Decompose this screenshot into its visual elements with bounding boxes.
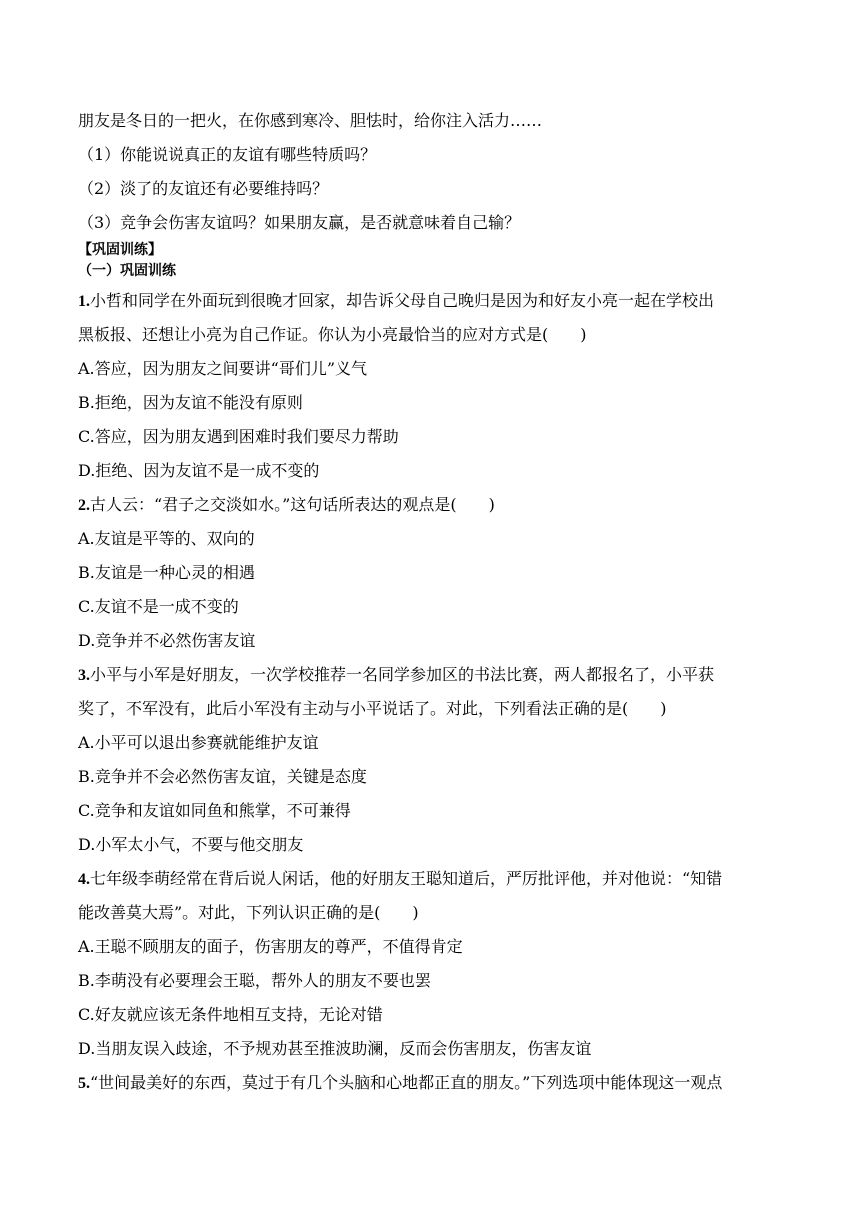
question-2: [78, 488, 788, 658]
option-a: A.答应，因为朋友之间要讲“哥们儿”义气: [78, 359, 368, 378]
question-stem: [78, 1066, 788, 1100]
question-stem: [78, 284, 788, 318]
option-c: C.好友就应该无条件地相互支持，无论对错: [78, 1005, 383, 1024]
intro-subquestion-3: （3）竞争会伤害友谊吗？如果朋友赢，是否就意味着自己输？: [78, 213, 521, 232]
option-a: A.王聪不顾朋友的面子，伤害朋友的尊严，不值得肯定: [78, 937, 463, 956]
option-d: D.当朋友误入歧途，不予规劝甚至推波助澜，反而会伤害朋友，伤害友谊: [78, 1039, 592, 1058]
option-d: D.竞争并不必然伤害友谊: [78, 631, 256, 650]
question-number: 3.: [78, 667, 90, 684]
section-subtitle: （一）巩固训练: [78, 263, 176, 279]
question-stem: [78, 658, 788, 692]
option-d: D.小军太小气，不要与他交朋友: [78, 835, 304, 854]
intro-subquestion-2: （2）淡了的友谊还有必要维持吗？: [78, 179, 329, 198]
option-b: B.拒绝，因为友谊不能没有原则: [78, 393, 303, 412]
option-b: B.竞争并不会必然伤害友谊，关键是态度: [78, 767, 367, 786]
option-d: D.拒绝、因为友谊不是一成不变的: [78, 461, 320, 480]
question-number: 4.: [78, 871, 90, 888]
question-3: [78, 658, 788, 862]
document-page: [78, 104, 788, 1100]
question-stem-line-1: 七年级李萌经常在背后说人闲话，他的好朋友王聪知道后，严厉批评他，并对他说：“知错: [90, 869, 723, 888]
section-title: 【巩固训练】: [78, 242, 162, 258]
question-number: 2.: [78, 497, 90, 514]
question-number: 5.: [78, 1075, 90, 1092]
question-stem: [78, 862, 788, 896]
question-stem-line-1: “世间最美好的东西，莫过于有几个头脑和心地都正直的朋友。”下列选项中能体现这一观点: [90, 1073, 723, 1092]
option-c: C.友谊不是一成不变的: [78, 597, 239, 616]
question-stem: [78, 488, 788, 522]
question-5: [78, 1066, 788, 1100]
option-a: A.友谊是平等的、双向的: [78, 529, 255, 548]
intro-text: 朋友是冬日的一把火，在你感到寒冷、胆怯时，给你注入活力……: [78, 111, 543, 130]
question-number: 1.: [78, 293, 90, 310]
question-stem-line-1: 小平与小军是好朋友，一次学校推荐一名同学参加区的书法比赛，两人都报名了，小平获: [90, 665, 715, 684]
intro-subquestion-1: （1）你能说说真正的友谊有哪些特质吗？: [78, 145, 377, 164]
option-b: B.李萌没有必要理会王聪，帮外人的朋友不要也罢: [78, 971, 431, 990]
question-stem-line-2: 奖了，不军没有，此后小军没有主动与小平说话了。对此，下列看法正确的是( ): [78, 699, 667, 718]
option-a: A.小平可以退出参赛就能维护友谊: [78, 733, 319, 752]
option-c: C.答应，因为朋友遇到困难时我们要尽力帮助: [78, 427, 399, 446]
question-stem-line-2: 能改善莫大焉”。对此，下列认识正确的是( ): [78, 903, 419, 922]
option-b: B.友谊是一种心灵的相遇: [78, 563, 255, 582]
option-c: C.竞争和友谊如同鱼和熊掌，不可兼得: [78, 801, 351, 820]
question-stem-line-1: 小哲和同学在外面玩到很晚才回家，却告诉父母自己晚归是因为和好友小亮一起在学校出: [90, 291, 715, 310]
question-4: [78, 862, 788, 1066]
question-stem-line-1: 古人云：“君子之交淡如水。”这句话所表达的观点是( ): [90, 495, 495, 514]
question-1: [78, 284, 788, 488]
question-stem-line-2: 黑板报、还想让小亮为自己作证。你认为小亮最恰当的应对方式是( ): [78, 325, 587, 344]
